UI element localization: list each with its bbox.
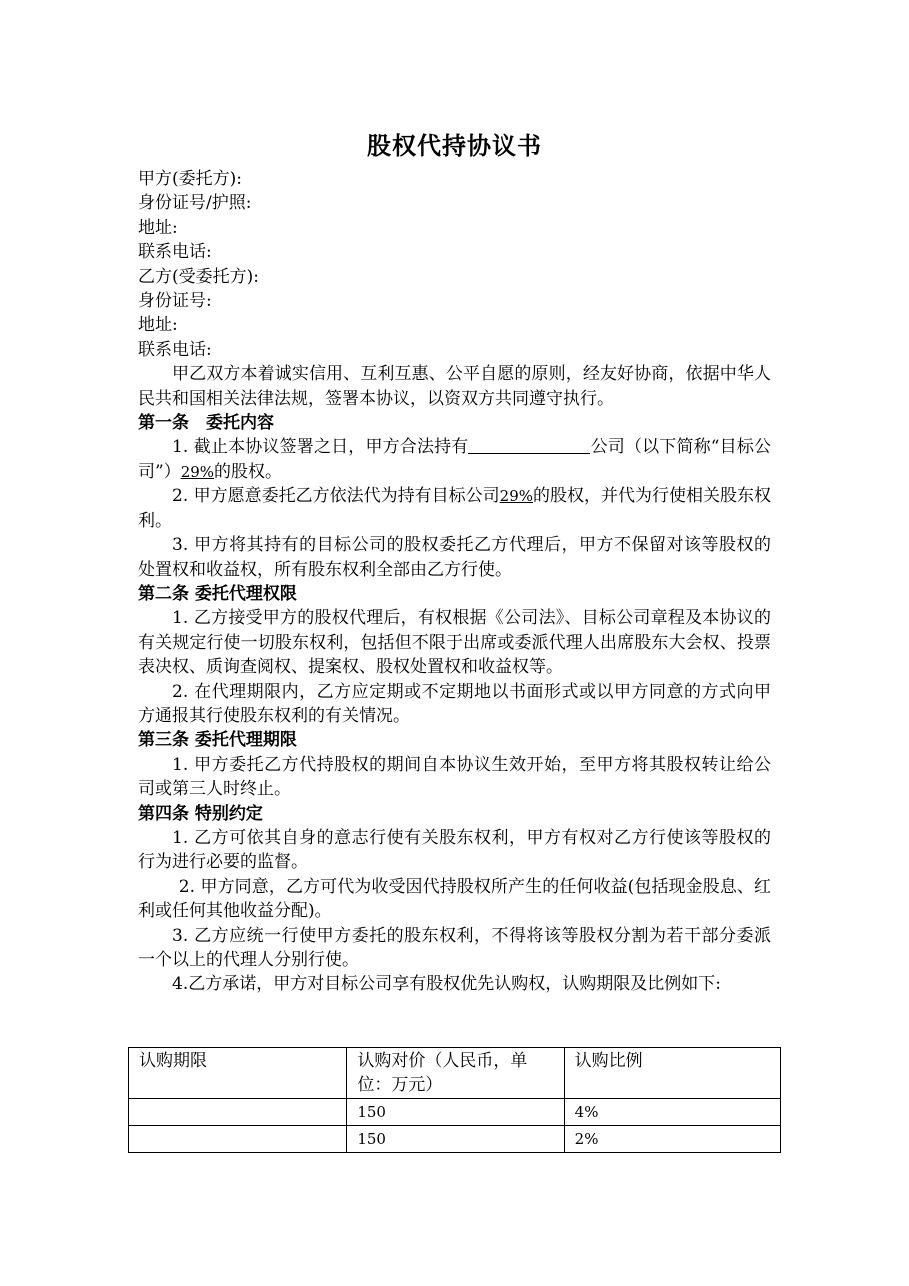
table-header-row xyxy=(129,1048,781,1099)
article3-heading: 第三条 委托代理期限 xyxy=(138,730,297,751)
article2-item2: 2. 在代理期限内，乙方应定期或不定期地以书面形式或以甲方同意的方式向甲方通报其行使股东权利的有关情况。 xyxy=(138,681,771,726)
article1-item3: 3. 甲方将其持有的目标公司的股权委托乙方代理后，甲方不保留对该等股权的处置权和收益权，所有股东权利全部由乙方行使。 xyxy=(138,535,771,580)
document-body xyxy=(138,167,771,997)
article3-item1: 1. 甲方委托乙方代持股权的期间自本协议生效开始，至甲方将其股权转让给公司或第三人时终止。 xyxy=(138,754,771,800)
document-title: 股权代持协议书 xyxy=(367,131,542,160)
subscription-table xyxy=(128,1047,781,1153)
article1-item1 xyxy=(138,435,771,484)
article4-item2: 2. 甲方同意，乙方可代为收受因代持股权所产生的任何收益(包括现金股息、红利或任何其他收益分配)。 xyxy=(138,876,771,922)
article1-heading: 第一条 委托内容 xyxy=(138,413,274,434)
article1-item2-percent: 29% xyxy=(499,487,533,506)
party-a-id-label: 身份证号/护照: xyxy=(138,193,252,214)
article4-item4: 4.乙方承诺，甲方对目标公司享有股权优先认购权，认购期限及比例如下: xyxy=(172,974,721,995)
table-row xyxy=(129,1126,781,1153)
article1-item1-pre: 1. 截止本协议签署之日，甲方合法持有 xyxy=(172,437,469,458)
table-header-cell: 认购对价（人民币，单位：万元） xyxy=(347,1048,564,1099)
table-cell: 150 xyxy=(347,1126,564,1153)
party-b-phone-label: 联系电话: xyxy=(138,339,212,360)
table-header-cell: 认购期限 xyxy=(129,1048,347,1099)
article1-item2-post: 的股权，并代为行使相关股东权利。 xyxy=(138,486,772,531)
table-cell: 2% xyxy=(564,1126,780,1153)
article4-item1: 1. 乙方可依其自身的意志行使有关股东权利，甲方有权对乙方行使该等股权的行为进行必要的监督。 xyxy=(138,827,771,873)
party-b-label: 乙方(受委托方): xyxy=(138,266,259,287)
preamble-paragraph: 甲乙双方本着诚实信用、互利互惠、公平自愿的原则，经友好协商，依据中华人民共和国相关法律法规，签署本协议，以资双方共同遵守执行。 xyxy=(138,364,771,409)
article4-heading: 第四条 特别约定 xyxy=(138,803,263,824)
article2-item1: 1. 乙方接受甲方的股权代理后，有权根据《公司法》、目标公司章程及本协议的有关规定行使一切股东权利，包括但不限于出席或委派代理人出席股东大会权、投票表决权、质询查阅权、提案权、股权处置权和收益权等。 xyxy=(138,608,771,678)
article2-heading: 第二条 委托代理权限 xyxy=(138,583,297,604)
table-cell xyxy=(129,1099,347,1126)
company-name-blank xyxy=(468,436,590,454)
party-a-label: 甲方(委托方): xyxy=(138,169,242,189)
article1-item2 xyxy=(138,484,771,533)
party-b-address-label: 地址: xyxy=(138,315,178,336)
table-header-cell: 认购比例 xyxy=(564,1048,780,1099)
article1-item2-pre: 2. 甲方愿意委托乙方依法代为持有目标公司 xyxy=(172,486,500,507)
table-cell xyxy=(129,1126,347,1153)
article1-item1-mid: 公司（以下简称“目标公司”） xyxy=(138,437,771,482)
party-b-id-label: 身份证号: xyxy=(138,291,212,312)
table-row xyxy=(129,1099,781,1126)
article1-item1-post: 的股权。 xyxy=(214,461,283,482)
article4-item3: 3. 乙方应统一行使甲方委托的股东权利，不得将该等股权分割为若干部分委派一个以上的代理人分别行使。 xyxy=(138,925,771,970)
table-cell: 150 xyxy=(347,1099,564,1126)
party-a-address-label: 地址: xyxy=(138,217,178,238)
table-cell: 4% xyxy=(564,1099,780,1126)
party-a-phone-label: 联系电话: xyxy=(138,242,212,263)
article1-item1-percent: 29% xyxy=(180,462,215,481)
